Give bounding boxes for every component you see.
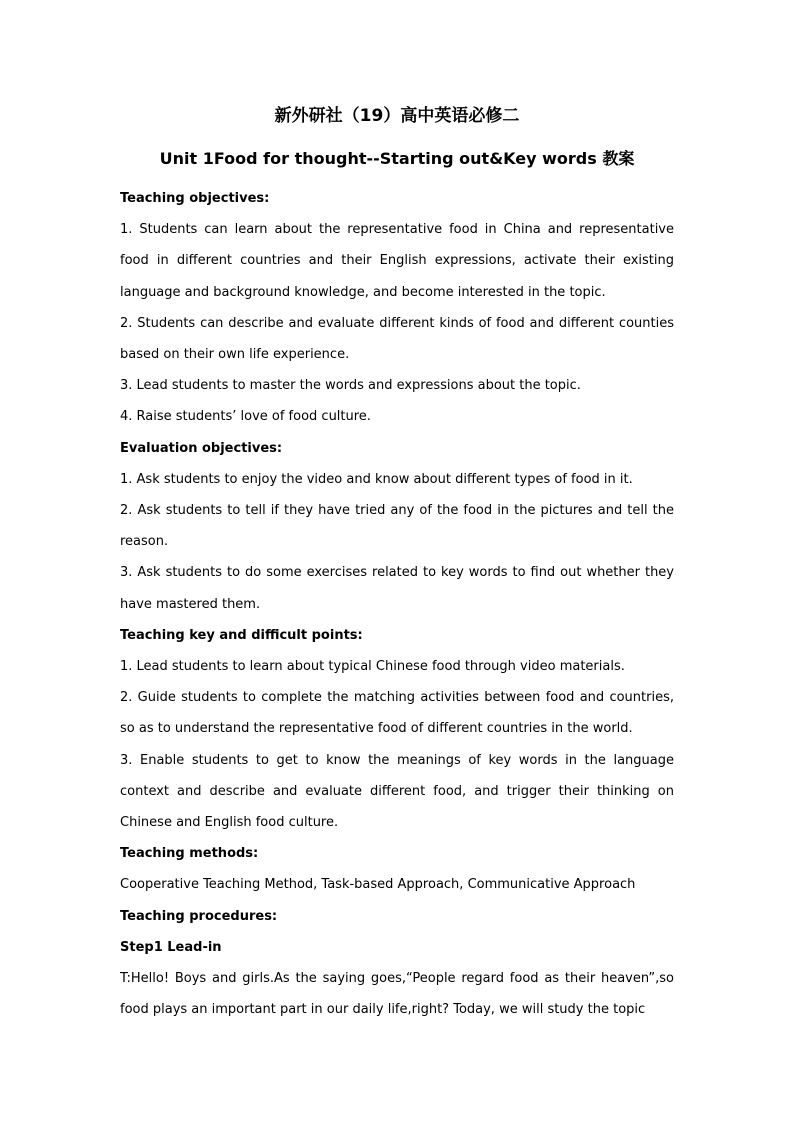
key-point-item: 1. Lead students to learn about typical Chinese food through video materials. xyxy=(120,659,625,675)
teaching-procedures-heading: Teaching procedures: xyxy=(120,908,278,924)
document-title-chinese: 新外研社（19）高中英语必修二 xyxy=(274,106,520,126)
key-point-item: 2. Guide students to complete the matching activities between food and countries, so as to understand the representative food of different countries in the world. xyxy=(120,690,674,737)
teaching-objective-item: 2. Students can describe and evaluate different kinds of food and different counties based on their own life experience. xyxy=(120,315,674,363)
step1-heading: Step1 Lead-in xyxy=(120,939,222,955)
teaching-objectives-heading: Teaching objectives: xyxy=(120,191,270,206)
key-point-item: 3. Enable students to get to know the meanings of key words in the language context and describe and evaluate different food, and trigger their thinking on Chinese and English food culture. xyxy=(120,752,674,831)
document-body xyxy=(120,183,674,1025)
evaluation-objective-item: 1. Ask students to enjoy the video and know about different types of food in it. xyxy=(120,471,633,487)
teaching-objective-item: 1. Students can learn about the representative food in China and representative food in different countries and their English expressions, activate their existing language and background knowledge, and become interested in the topic. xyxy=(120,222,674,300)
teaching-methods-text: Cooperative Teaching Method, Task-based Approach, Communicative Approach xyxy=(120,877,636,893)
key-points-heading: Teaching key and difficult points: xyxy=(120,627,363,643)
step1-text: T:Hello! Boys and girls.As the saying goes,“People regard food as their heaven”,so food plays an important part in our daily life,right? Today, we will study the topic xyxy=(120,971,674,1018)
evaluation-objectives-heading: Evaluation objectives: xyxy=(120,440,283,456)
evaluation-objective-item: 3. Ask students to do some exercises related to key words to find out whether they have mastered them. xyxy=(120,565,674,612)
teaching-objective-item: 4. Raise students’ love of food culture. xyxy=(120,409,371,425)
teaching-objective-item: 3. Lead students to master the words and expressions about the topic. xyxy=(120,378,581,394)
document-title-english: Unit 1Food for thought--Starting out&Key words 教案 xyxy=(159,149,635,168)
evaluation-objective-item: 2. Ask students to tell if they have tried any of the food in the pictures and tell the reason. xyxy=(120,503,674,550)
teaching-methods-heading: Teaching methods: xyxy=(120,846,259,862)
